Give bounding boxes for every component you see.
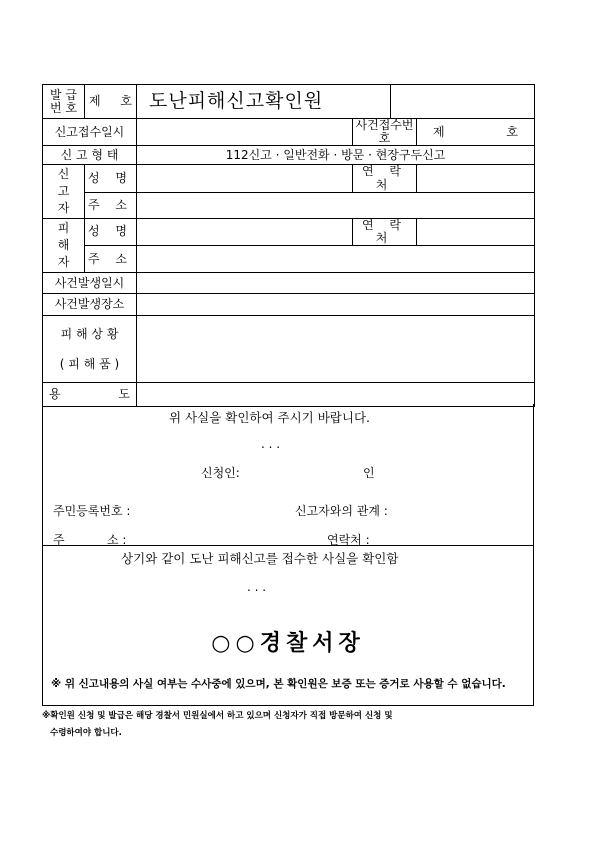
victim-address-row <box>43 246 535 273</box>
confirmation-notice: ※ 위 신고내용의 사실 여부는 수사중에 있으며, 본 확인원은 보증 또는 증거로 사용할 수 없습니다. <box>51 678 506 690</box>
applicant-address-label-left: 주 <box>53 533 65 547</box>
reporter-name-label: 성 명 <box>85 165 137 192</box>
reporter-address-field[interactable] <box>137 192 535 218</box>
purpose-label-left: 용 <box>49 387 61 402</box>
header-blank <box>391 85 535 119</box>
incident-date-row <box>43 273 535 294</box>
victim-name-row <box>43 218 535 245</box>
report-datetime-label: 신고접수일시 <box>43 119 137 146</box>
report-type-label: 신 고 형 태 <box>43 146 137 165</box>
incident-place-label: 사건발생장소 <box>43 294 137 316</box>
confirmation-date-dots: . . . <box>247 580 267 594</box>
damage-row <box>43 316 535 383</box>
document-title: 도난피해신고확인원 <box>137 85 391 119</box>
damage-label-line2: ( 피 해 품 ) <box>59 357 120 372</box>
incident-place-row <box>43 294 535 316</box>
report-datetime-row <box>43 119 535 146</box>
victim-address-field[interactable] <box>137 246 535 273</box>
report-form-table <box>42 84 535 407</box>
victim-contact-label: 연 락 처 <box>353 218 417 245</box>
applicant-address-label-right: 소 : <box>107 533 127 547</box>
victim-label-char: 자 <box>57 254 70 269</box>
section-divider <box>43 545 533 546</box>
reporter-label-char: 고 <box>57 184 70 199</box>
request-statement: 위 사실을 확인하여 주시기 바랍니다. <box>169 410 370 425</box>
applicant-seal-label: 인 <box>363 466 375 480</box>
case-number-label: 사건접수번호 <box>353 119 417 146</box>
issue-label-line2: 번 호 <box>50 100 77 115</box>
reporter-label <box>43 165 85 218</box>
issue-label-line1: 발 급 <box>50 87 77 102</box>
issue-number-field[interactable] <box>85 85 137 119</box>
police-station-name: ○○경찰서장 <box>211 631 365 656</box>
case-number-field[interactable] <box>417 119 535 146</box>
victim-contact-field[interactable] <box>417 218 535 245</box>
footer-note <box>42 708 562 742</box>
damage-label <box>43 316 137 383</box>
victim-name-field[interactable] <box>137 218 353 245</box>
issue-number-label <box>43 85 85 119</box>
case-no-suffix: 호 <box>506 124 518 139</box>
incident-date-label: 사건발생일시 <box>43 273 137 294</box>
incident-date-field[interactable] <box>137 273 535 294</box>
reporter-label-char: 신 <box>57 167 70 182</box>
relation-label: 신고자와의 관계 : <box>295 504 388 518</box>
damage-label-line1: 피 해 상 황 <box>60 327 119 342</box>
footer-note-line1: ※확인원 신청 및 발급은 해당 경찰서 민원실에서 하고 있으며 신청자가 직접 방문하여 신청 및 <box>42 711 393 721</box>
reporter-name-field[interactable] <box>137 165 353 192</box>
confirmation-statement: 상기와 같이 도난 피해신고를 접수한 사실을 확인함 <box>121 551 399 566</box>
damage-field[interactable] <box>137 316 535 383</box>
reporter-address-row <box>43 192 535 218</box>
header-row <box>43 85 535 119</box>
incident-place-field[interactable] <box>137 294 535 316</box>
victim-label-char: 해 <box>57 237 70 252</box>
victim-address-label: 주 소 <box>85 246 137 273</box>
applicant-label: 신청인: <box>201 466 240 480</box>
resident-number-label: 주민등록번호 : <box>53 504 131 518</box>
reporter-label-char: 자 <box>57 201 70 216</box>
report-type-value: 112신고 · 일반전화 · 방문 · 현장구두신고 <box>137 146 535 165</box>
issue-no-suffix: 호 <box>120 93 132 108</box>
issue-no-prefix: 제 <box>89 93 101 108</box>
report-type-row <box>43 146 535 165</box>
purpose-label-right: 도 <box>118 387 130 402</box>
victim-label-char: 피 <box>57 220 70 235</box>
reporter-name-row <box>43 165 535 192</box>
case-no-prefix: 제 <box>433 124 445 139</box>
reporter-address-label: 주 소 <box>85 192 137 218</box>
victim-label <box>43 218 85 272</box>
request-date-dots: . . . <box>261 437 281 451</box>
reporter-contact-label: 연 락 처 <box>353 165 417 192</box>
confirmation-box <box>42 404 534 706</box>
applicant-contact-label: 연락처 : <box>327 533 370 547</box>
reporter-contact-field[interactable] <box>417 165 535 192</box>
report-datetime-field[interactable] <box>137 119 353 146</box>
victim-name-label: 성 명 <box>85 218 137 245</box>
footer-note-line2: 수령하여야 합니다. <box>50 728 122 738</box>
